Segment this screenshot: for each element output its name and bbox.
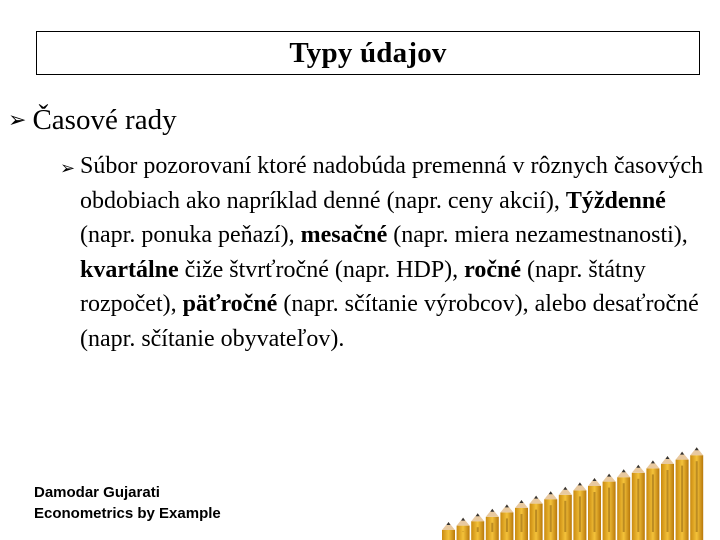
- body-text-5: (napr. štátny rozpočet),: [80, 256, 646, 317]
- pencil-shape: [500, 504, 513, 540]
- pencil-shape: [617, 469, 630, 540]
- body-text-3: (napr. miera nezamestnanosti),: [387, 222, 688, 248]
- bullet-time-series-label: Časové rady: [32, 104, 177, 136]
- pencil-shape: [559, 487, 572, 540]
- pencil-shape: [588, 478, 601, 540]
- pencil-shape: [515, 500, 528, 540]
- body-text-4: čiže štvrťročné (napr. HDP),: [178, 256, 465, 283]
- pencil-shape: [530, 496, 543, 540]
- pencil-shape: [646, 460, 659, 540]
- body-bold-five-year: päťročné: [182, 291, 278, 317]
- arrow-bullet-icon: ➢: [8, 107, 27, 133]
- credit-author: Damodar Gujarati: [34, 484, 160, 501]
- body-text-2: (napr. ponuka peňazí),: [80, 222, 301, 248]
- subbullet-definition: [80, 149, 710, 356]
- bullet-time-series: [8, 104, 177, 137]
- slide-title: Typy údajov: [289, 36, 447, 69]
- body-text-6: (napr. sčítanie výrobcov), alebo desaťročné (napr. sčítanie obyvateľov).: [80, 291, 699, 352]
- body-bold-monthly: mesačné: [300, 222, 388, 248]
- body-bold-weekly: Týždenné: [565, 187, 666, 214]
- pencil-shape: [676, 452, 689, 540]
- pencil-shape: [544, 491, 557, 540]
- pencil-shape: [573, 482, 586, 540]
- body-bold-quarterly: kvartálne: [80, 256, 179, 283]
- body-bold-yearly: ročné: [464, 256, 522, 283]
- pencil-shape: [661, 456, 674, 540]
- body-text-1: Súbor pozorovaní ktoré nadobúda premenná v rôznych časových obdobiach ako napríklad denné (napr. ceny akcií),: [80, 153, 704, 214]
- pencil-shape: [690, 447, 703, 540]
- source-credit: [34, 482, 221, 524]
- pencil-shape: [632, 465, 645, 540]
- pencil-shape: [442, 522, 455, 540]
- pencils-bar-chart-image: [438, 440, 704, 540]
- arrow-subbullet-icon: ➢: [60, 158, 76, 179]
- title-box: [36, 31, 700, 75]
- credit-book: Econometrics by Example: [34, 505, 221, 522]
- pencil-shape: [471, 513, 484, 540]
- pencil-shape: [457, 518, 470, 540]
- pencil-shape: [603, 474, 616, 540]
- pencil-shape: [486, 509, 499, 540]
